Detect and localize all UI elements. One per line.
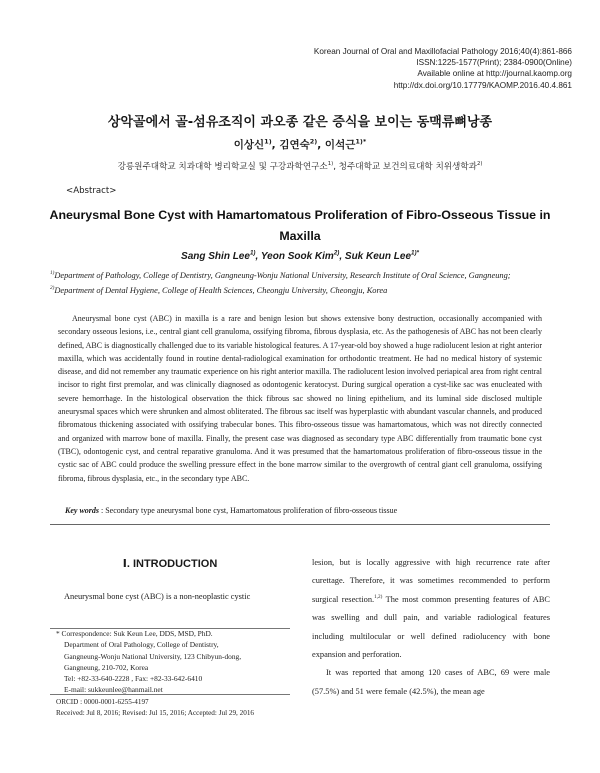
paragraph: lesion, but is locally aggressive with high recurrence rate after curettage. Therefore, it was sometimes recommended to perform surgical resection.$^{1,2)}$ The most common presenting features of ABC was swelling and dull pain, and variable radiological features including multilocular or well defined radiolucency with bone expansion and perforation. [312,558,550,660]
korean-author: 이석근 [324,139,356,151]
received-dates: Received: Jul 8, 2016; Revised: Jul 15, 2016; Accepted: Jul 29, 2016 [56,708,255,717]
journal-citation: Korean Journal of Oral and Maxillofacial Pathology 2016;40(4):861-866 [313,47,572,56]
orcid-divider [50,694,290,695]
keywords [65,506,545,515]
korean-author: 이상신 [233,139,265,151]
english-affiliations: $^{1)}$Department of Pathology, College of Dentistry, Gangneung-Wonju National University, Research Institute of Oral Science, Gangneung; $^{2)}$Department of Dental Hygiene, College of Health Sciences, Cheongju University, Cheongju, Korea [50,270,511,295]
abstract-tag: <Abstract> [66,186,117,196]
right-column [312,554,550,701]
korean-author: 김연숙 [279,139,310,151]
journal-doi: http://dx.doi.org/10.17779/KAOMP.2016.40.4.861 [393,80,572,90]
paragraph: It was reported that among 120 cases of ABC, 69 were male (57.5%) and 51 were female (42.5%), the mean age [312,668,550,696]
keywords-label: Key words [65,506,99,515]
journal-header [314,46,572,91]
korean-affiliations: 강릉원주대학교 치과대학 병리학교실 및 구강과학연구소$^{1)}$, 청주대학교 보건의료대학 치위생학과$^{2)}$ [117,161,483,172]
korean-authors: 이상신$^{1)}$, 김연숙$^{2)}$, 이석근$^{1)*}$ [233,137,367,151]
divider [50,524,550,525]
english-authors: Sang Shin Lee$^{1)}$, Yeon Sook Kim$^{2)}$, Suk Keun Lee$^{1)*}$ [181,249,419,262]
intro-paragraph: Aneurysmal bone cyst (ABC) is a non-neoplastic cystic [64,592,251,601]
keywords-text: : Secondary type aneurysmal bone cyst, Hamartomatous proliferation of fibro-osseous tissue [101,506,398,515]
abstract-text: Aneurysmal bone cyst (ABC) in maxilla is a rare and benign lesion but shows extensive bony destruction, occasionally accompanied with secondary osseous lesions, i.e., central giant cell granuloma, ossifying fibroma, fibrous dysplasia, etc. As the pathogenesis of ABC has not been clearly defined, ABC is diagnostically challenged due to its variable histological features. A 17-year-old boy showed a huge radiolucent lesion at right anterior maxilla, which was accidentally found in routine dental-radiological examination for orthodontic treatment. He had no medical history of systemic disease, and did not remember any traumatic experience on his right anterior maxilla. The radiolucent lesion involved periapical area from right central incisor to right first premolar, and was clinically diagnosed as odontogenic keratocyst. During surgical operation a cyst-like sac was enucleated with severe hemorrhage. In the histological observation the thick fibrous sac showed no lining epithelium, and its luminal side disclosed multiple aneurysmal spaces which were shrunken and almost obliterated. The fibrous sac itself was hyperplastic with abundant vascular channels, and produced fibromatous thickening associated with ossifying trabecular bones. This fibro-osseous tissue was hamartomatous, which was not directly connected and organized with marrow bone of maxilla. Finally, the present case was diagnosed as secondary type ABC differentially from traumatic bone cyst (TBC), odontogenic cyst, and central reparative granuloma. And it was presumed that the hamartomatous proliferation of fibro-osseous tissue in the cystic sac of ABC could produce the swelling pressure effect in the bone marrow similar to the overgrowth of central giant cell granuloma, ossifying fibroma, fibrous dysplasia, etc., in the secondary type ABC. [58,314,542,483]
section-heading: Ⅰ. INTRODUCTION [122,558,218,570]
korean-title: 상악골에서 골-섬유조직이 과오종 같은 증식을 보이는 동맥류뼈낭종 [107,115,493,130]
correspondence: * Correspondence: Suk Keun Lee, DDS, MSD, PhD. Department of Oral Pathology, College of Dentistry, Gangneung-Wonju National University, 123 Chibyun-dong, Gangneung, 210-702, Korea Tel: +82-33-640-2228 , Fax: +82-33-642-6410 E-mail: sukkeunlee@hanmail.net [56,629,242,695]
journal-issn: ISSN:1225-1577(Print); 2384-0900(Online) [416,58,572,68]
journal-url: Available online at http://journal.kaomp.org [417,69,572,79]
orcid: ORCID : 0000-0001-6255-4197 [56,698,149,706]
english-title: Aneurysmal Bone Cyst with Hamartomatous Proliferation of Fibro-Osseous Tissue in Maxilla [49,208,551,243]
article-dates [56,697,296,718]
